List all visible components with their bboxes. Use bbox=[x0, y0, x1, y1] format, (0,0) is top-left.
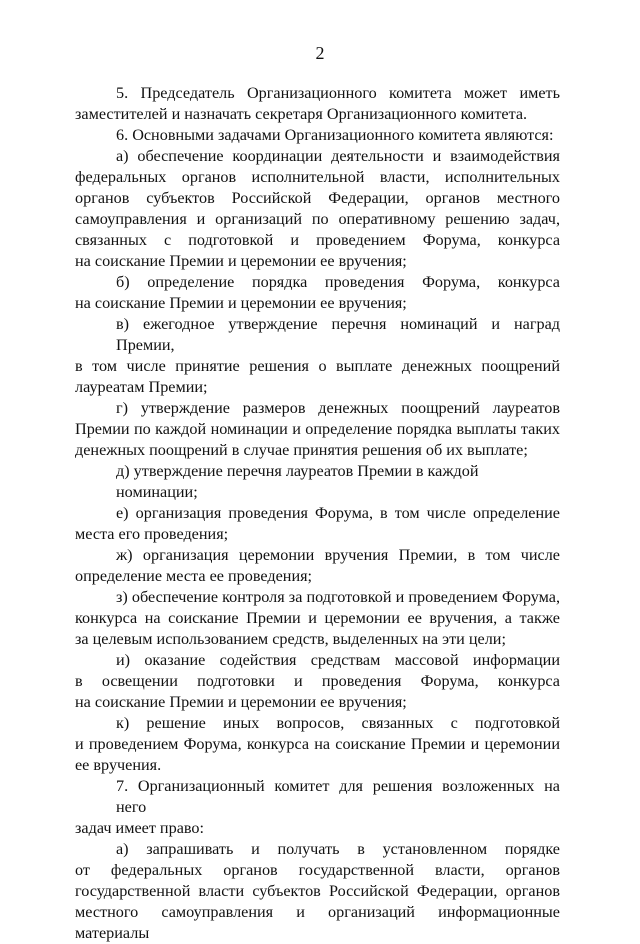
paragraph-line: в) ежегодное утверждение перечня номинаций и наград Премии, bbox=[116, 315, 560, 354]
paragraph-line: конкурса на соискание Премии и церемонии ее вручения, а также bbox=[75, 609, 560, 627]
paragraph-line: к) решение иных вопросов, связанных с подготовкой bbox=[116, 714, 560, 732]
paragraph-line: б) определение порядка проведения Форума, конкурса bbox=[116, 273, 560, 291]
paragraph-line: денежных поощрений в случае принятия решения об их выплате; bbox=[75, 441, 528, 459]
paragraph-line: определение места ее проведения; bbox=[75, 567, 313, 585]
paragraph-line: а) обеспечение координации деятельности и взаимодействия bbox=[116, 147, 560, 165]
paragraph-line: а) запрашивать и получать в установленном порядке bbox=[116, 840, 560, 858]
paragraph-6v bbox=[75, 314, 560, 398]
paragraph-line: задач имеет право: bbox=[75, 819, 205, 837]
paragraph-line: 5. Председатель Организационного комитета может иметь bbox=[116, 84, 560, 102]
paragraph-line: Премии по каждой номинации и определение порядка выплаты таких bbox=[75, 420, 560, 438]
paragraph-6d bbox=[75, 461, 560, 503]
paragraph-line: государственной власти субъектов Российской Федерации, органов bbox=[75, 882, 560, 900]
paragraph-line: за целевым использованием средств, выделенных на эти цели; bbox=[75, 630, 506, 648]
paragraph-line: федеральных органов исполнительной власти, исполнительных bbox=[75, 168, 560, 186]
paragraph-line: з) обеспечение контроля за подготовкой и проведением Форума, bbox=[116, 588, 560, 606]
page-number: 2 bbox=[315, 43, 325, 63]
document-body bbox=[75, 83, 560, 944]
paragraph-line: е) организация проведения Форума, в том числе определение bbox=[116, 504, 560, 522]
paragraph-line: места его проведения; bbox=[75, 525, 229, 543]
paragraph-7 bbox=[75, 776, 560, 839]
paragraph-6b bbox=[75, 272, 560, 314]
paragraph-line: 6. Основными задачами Организационного комитета являются: bbox=[116, 126, 554, 144]
paragraph-line: самоуправления и организаций по оперативному решению задач, bbox=[75, 210, 560, 228]
paragraph-line: на соискание Премии и церемонии ее вручения; bbox=[75, 252, 407, 270]
paragraph-6k bbox=[75, 713, 560, 776]
paragraph-line: и) оказание содействия средствам массовой информации bbox=[116, 651, 560, 669]
paragraph-7a bbox=[75, 839, 560, 944]
paragraph-5 bbox=[75, 83, 560, 125]
paragraph-6a bbox=[75, 146, 560, 272]
paragraph-line: в освещении подготовки и проведения Форума, конкурса bbox=[75, 672, 560, 690]
paragraph-6 bbox=[75, 125, 560, 146]
paragraph-line: органов субъектов Российской Федерации, органов местного bbox=[75, 189, 560, 207]
paragraph-6z bbox=[75, 587, 560, 650]
paragraph-line: на соискание Премии и церемонии ее вручения; bbox=[75, 693, 407, 711]
paragraph-line: на соискание Премии и церемонии ее вручения; bbox=[75, 294, 407, 312]
paragraph-line: ее вручения. bbox=[75, 756, 162, 774]
paragraph-line: от федеральных органов государственной власти, органов bbox=[75, 861, 560, 879]
paragraph-line: и проведением Форума, конкурса на соискание Премии и церемонии bbox=[75, 735, 560, 753]
paragraph-6e bbox=[75, 503, 560, 545]
paragraph-line: г) утверждение размеров денежных поощрений лауреатов bbox=[116, 399, 560, 417]
paragraph-line: связанных с подготовкой и проведением Форума, конкурса bbox=[75, 231, 560, 249]
paragraph-line: местного самоуправления и организаций информационные материалы bbox=[75, 903, 560, 942]
paragraph-6zh bbox=[75, 545, 560, 587]
paragraph-6i bbox=[75, 650, 560, 713]
paragraph-line: ж) организация церемонии вручения Премии, в том числе bbox=[116, 546, 560, 564]
paragraph-line: 7. Организационный комитет для решения возложенных на него bbox=[116, 777, 560, 816]
paragraph-line: в том числе принятие решения о выплате денежных поощрений bbox=[75, 357, 560, 375]
paragraph-line: заместителей и назначать секретаря Организационного комитета. bbox=[75, 105, 528, 123]
paragraph-line: д) утверждение перечня лауреатов Премии в каждой номинации; bbox=[116, 462, 479, 501]
paragraph-6g bbox=[75, 398, 560, 461]
paragraph-line: лауреатам Премии; bbox=[75, 378, 208, 396]
